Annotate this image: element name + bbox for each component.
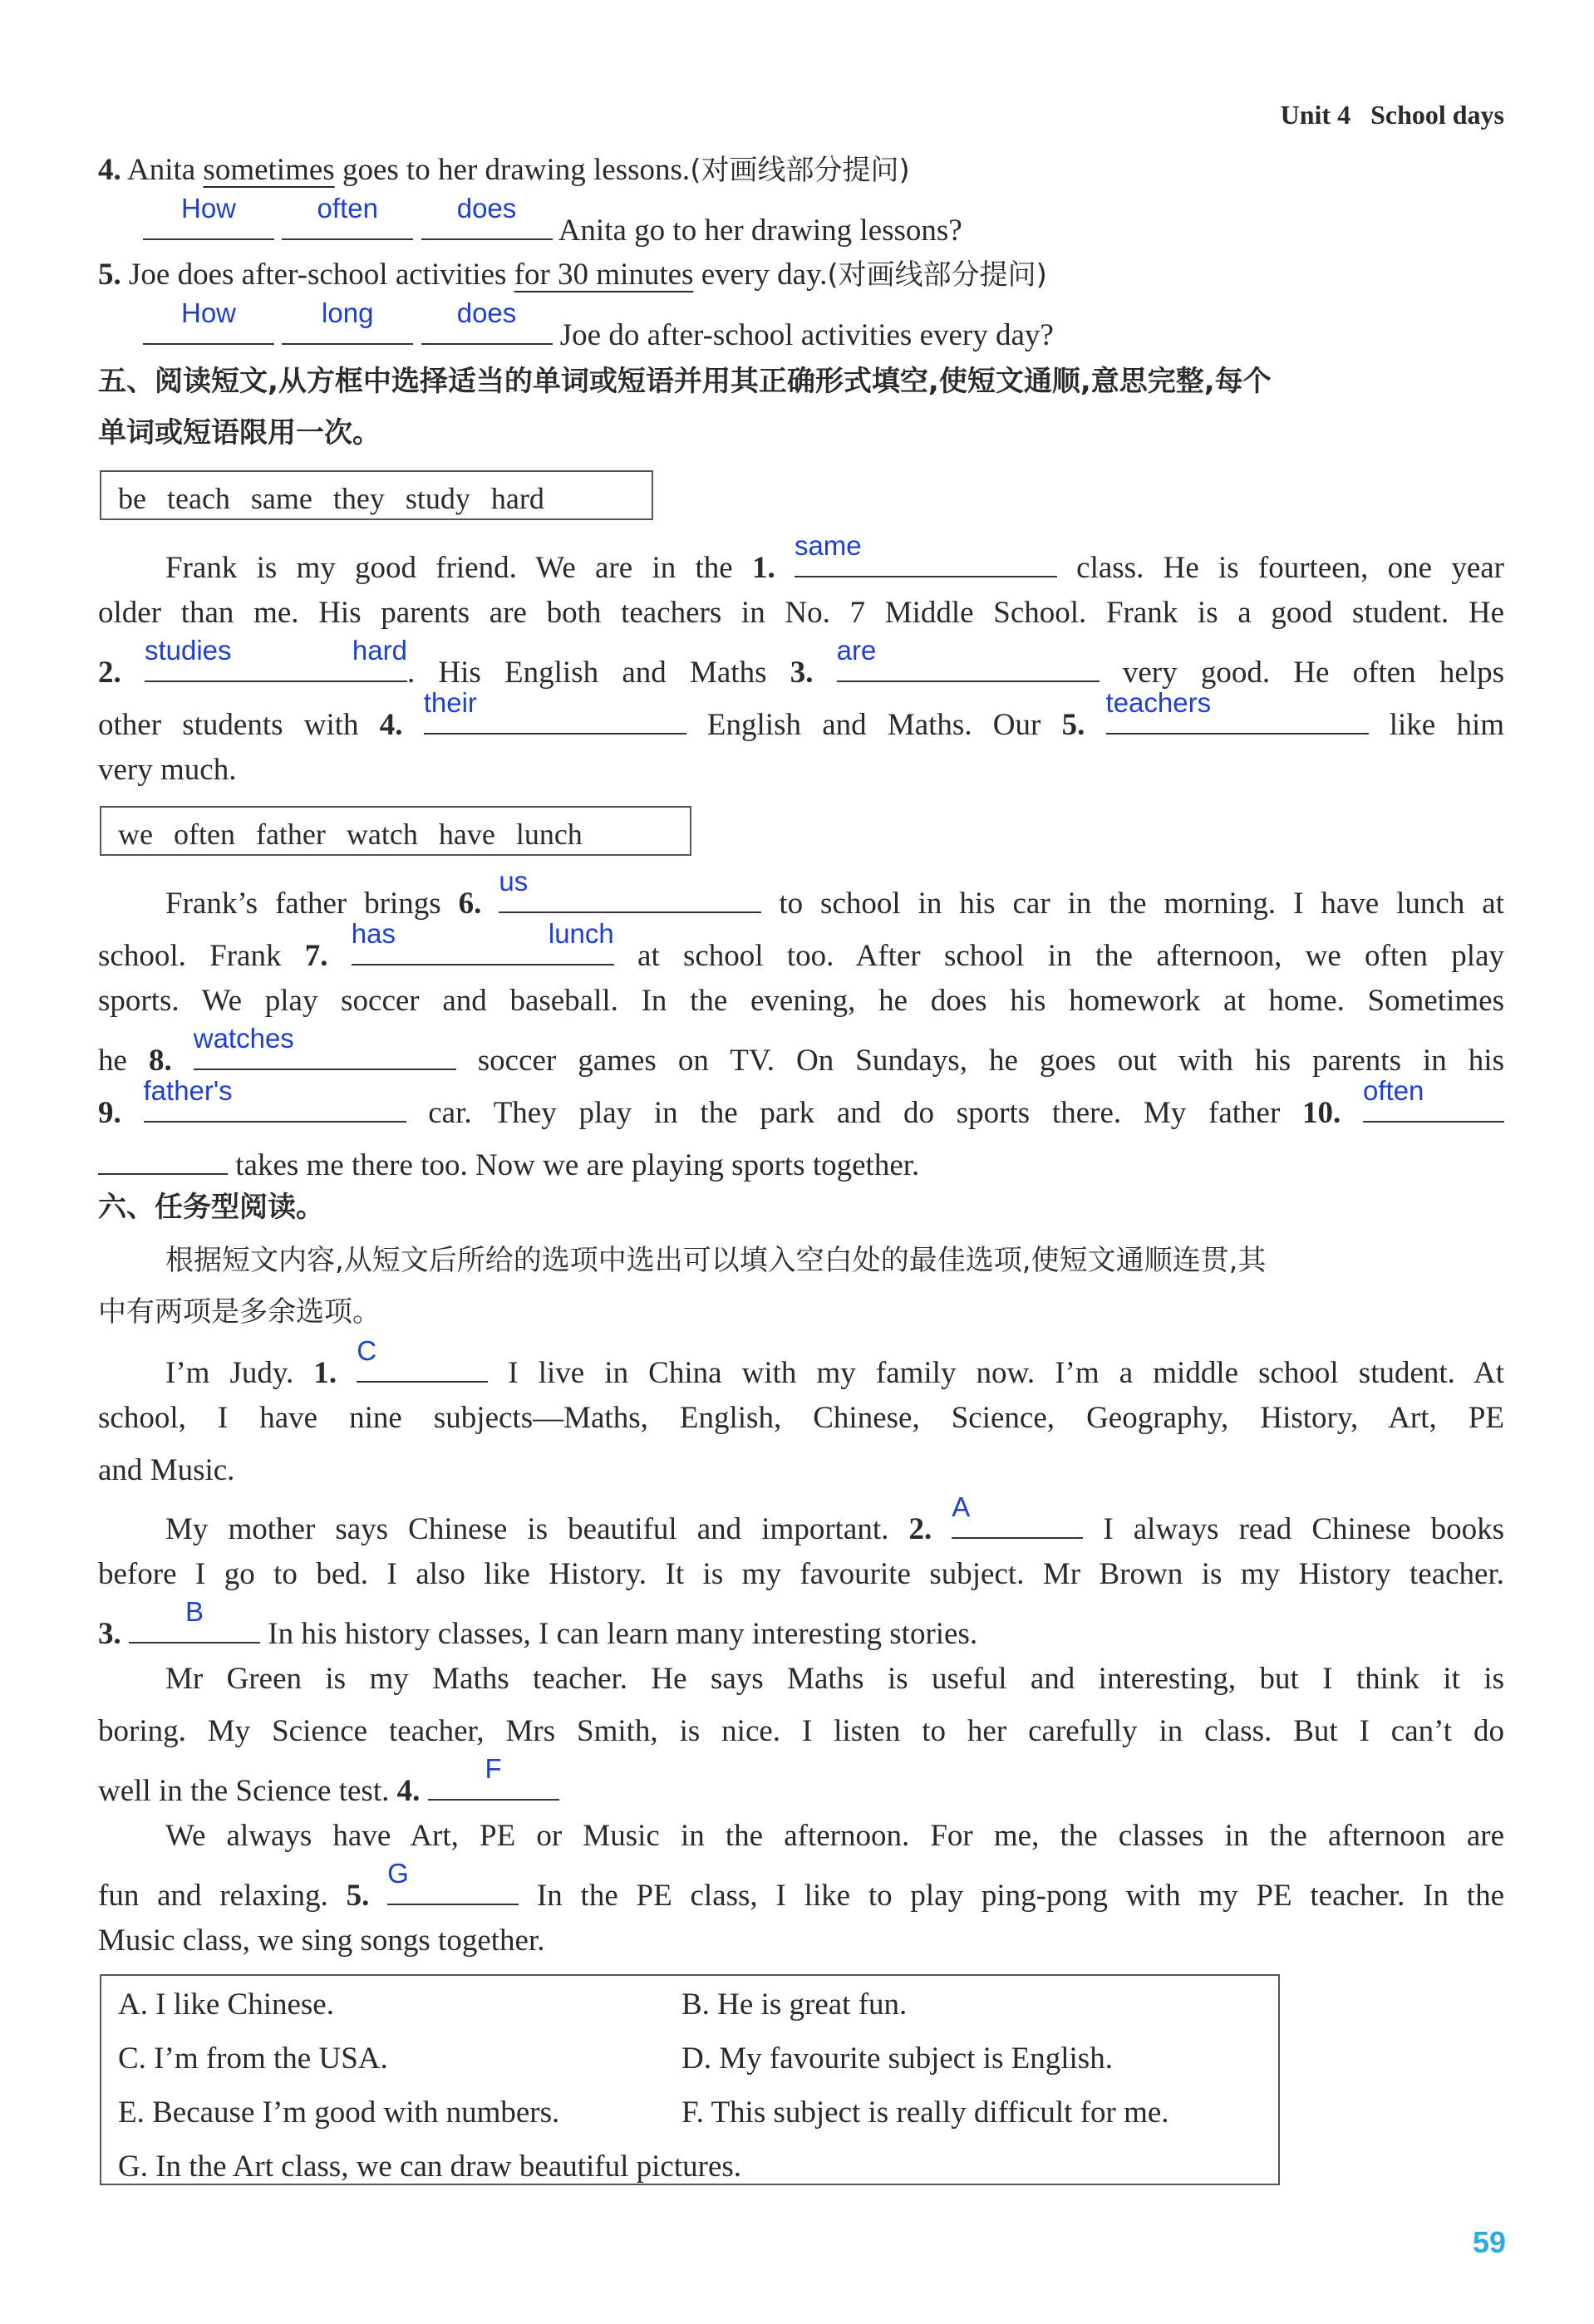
p2-line-2 <box>98 918 1505 973</box>
blank-number: 3. <box>98 1617 121 1651</box>
p5-blank-2[interactable] <box>144 635 407 682</box>
option-e: E. Because I’m good with numbers. <box>118 2096 560 2130</box>
options-box <box>100 1974 1280 2185</box>
q5-text-before: Joe does after-school activities <box>129 258 514 292</box>
option-a: A. I like Chinese. <box>118 1987 334 2022</box>
box1-word: be <box>118 482 146 515</box>
box1-word: study hard <box>405 482 544 515</box>
text: I’m Judy. <box>165 1356 314 1390</box>
q4-blank-2[interactable] <box>282 193 413 240</box>
p6-line-5: before I go to bed. I also like History. It is my favourite subject. Mr Brown is my History teacher. <box>98 1557 1504 1591</box>
blank-number: 2. <box>98 656 121 690</box>
p6-line-7: Mr Green is my Maths teacher. He says Maths is useful and interesting, but I think it is <box>165 1662 1504 1696</box>
blank-number: 9. <box>98 1096 121 1130</box>
p6-answer-3: B <box>184 1596 204 1627</box>
q4-sentence <box>98 155 1504 185</box>
box1-word: teach <box>166 482 230 515</box>
q4-answer-3: does <box>456 193 517 224</box>
p1-line-5: very much. <box>98 753 237 787</box>
p5-answer-7: has lunch <box>351 918 614 949</box>
p2-line-6 <box>98 1142 1504 1181</box>
option-f: F. This subject is really difficult for me. <box>681 2096 1169 2130</box>
p6-line-12: Music class, we sing songs together. <box>98 1924 545 1958</box>
q4-instruction: (对画线部分提问) <box>690 154 910 187</box>
q5-underlined: for 30 minutes <box>514 258 694 292</box>
text: My mother says Chinese is beautiful and important. <box>165 1512 909 1546</box>
p6-blank-4[interactable] <box>428 1753 559 1801</box>
blank-number: 3. <box>790 656 814 690</box>
text: fun and relaxing. <box>98 1879 347 1913</box>
p6-answer-1: C <box>357 1335 377 1366</box>
blank-number: 2. <box>908 1512 932 1546</box>
option-b: B. He is great fun. <box>681 1987 908 2022</box>
q5-number: 5. <box>98 258 121 292</box>
p5-answer-6: us <box>499 866 529 897</box>
q5-answer-line <box>98 297 1504 352</box>
p2-line-5 <box>98 1075 1504 1130</box>
p1-line-1 <box>98 530 1504 585</box>
p5-blank-1[interactable] <box>794 530 1057 577</box>
text: English and Maths. Our <box>686 708 1062 742</box>
p6-answer-2: A <box>952 1491 971 1522</box>
text: well in the Science test. <box>98 1774 397 1808</box>
q4-answer-line <box>98 193 1504 248</box>
text: In his history classes, I can learn many interesting stories. <box>260 1617 978 1651</box>
p5-blank-4[interactable] <box>423 687 686 735</box>
part6-intro-cont: 中有两项是多余选项。 <box>98 1295 381 1329</box>
text: I live in China with my family now. I’m a middle school student. At <box>488 1356 1504 1390</box>
q4-rest: Anita go to her drawing lessons? <box>552 214 962 248</box>
blank-number: 5. <box>346 1879 370 1913</box>
q4-underlined: sometimes <box>203 153 335 187</box>
p5-answer-9: father's <box>143 1075 233 1106</box>
q5-blank-1[interactable] <box>143 297 274 345</box>
q5-instruction: (对画线部分提问) <box>827 258 1047 292</box>
blank-number: 4. <box>396 1774 421 1808</box>
p1-line-4 <box>98 687 1505 742</box>
p6-line-3: and Music. <box>98 1453 235 1487</box>
q4-text-before: Anita <box>126 153 204 187</box>
q5-sentence <box>98 259 1504 290</box>
p6-blank-3[interactable] <box>129 1596 260 1644</box>
p6-line-1 <box>98 1335 1504 1390</box>
p6-line-4 <box>98 1491 1504 1546</box>
text: Frank is my good friend. We are in the <box>165 551 752 585</box>
text: school. Frank <box>98 939 305 973</box>
word-box-1 <box>100 470 653 520</box>
q5-answer-3: does <box>456 297 517 328</box>
p5-answer-8: watches <box>193 1023 294 1054</box>
word-box-2 <box>100 806 691 856</box>
box1-word: same <box>250 482 312 515</box>
text: to school in his car in the morning. I have lunch at <box>761 887 1504 921</box>
p6-answer-5: G <box>387 1858 409 1889</box>
option-g: G. In the Art class, we can draw beautiful pictures. <box>118 2150 742 2184</box>
p1-line-3 <box>98 635 1504 690</box>
q4-blank-1[interactable] <box>143 193 274 240</box>
blank-number: 5. <box>1061 708 1085 742</box>
text: soccer games on TV. On Sundays, he goes out with his parents in his <box>455 1044 1504 1078</box>
q4-text-after: goes to her drawing lessons. <box>334 153 691 187</box>
p5-answer-3: are <box>836 635 877 666</box>
blank-number: 1. <box>313 1356 337 1390</box>
p5-blank-10-cont[interactable] <box>98 1142 228 1175</box>
part5-heading-cont: 单词或短语限用一次。 <box>98 416 381 450</box>
p5-answer-1: same <box>794 530 862 561</box>
part6-intro: 根据短文内容,从短文后所给的选项中选出可以填入空白处的最佳选项,使短文通顺连贯,其 <box>165 1244 1267 1277</box>
p6-line-8: boring. My Science teacher, Mrs Smith, is nice. I listen to her carefully in class. But I can’t do <box>98 1714 1504 1748</box>
q5-answer-1: How <box>180 297 237 328</box>
box2-word: watch <box>346 818 418 851</box>
p6-line-2: school, I have nine subjects—Maths, English, Chinese, Science, Geography, History, Art, PE <box>98 1401 1504 1435</box>
blank-number: 4. <box>379 708 403 742</box>
q5-blank-3[interactable] <box>421 297 553 345</box>
p6-blank-2[interactable] <box>952 1491 1083 1539</box>
option-d: D. My favourite subject is English. <box>681 2041 1113 2076</box>
q4-answer-2: often <box>317 193 378 224</box>
text: . His English and Maths <box>406 656 790 690</box>
box2-word: we <box>118 818 153 851</box>
p6-line-10: We always have Art, PE or Music in the afternoon. For me, the classes in the afternoon are <box>165 1819 1504 1853</box>
box2-word: often <box>173 818 235 851</box>
text: car. They play in the park and do sports there. My father <box>406 1096 1303 1130</box>
unit-label: Unit 4 <box>1280 100 1351 130</box>
p6-line-11 <box>98 1858 1504 1913</box>
q4-number: 4. <box>98 153 121 187</box>
q5-answer-2: long <box>322 297 374 328</box>
text: In the PE class, I like to play ping-pong with my PE teacher. In the <box>519 1879 1504 1913</box>
p1-line-2: older than me. His parents are both teachers in No. 7 Middle School. Frank is a good student. He <box>98 596 1504 630</box>
blank-number: 8. <box>148 1044 172 1078</box>
p5-blank-10[interactable] <box>1363 1075 1504 1123</box>
text: like him <box>1368 708 1505 742</box>
box2-word: father <box>255 818 326 851</box>
box1-word: they <box>332 482 385 515</box>
part6-heading: 六、任务型阅读。 <box>98 1191 324 1224</box>
text: I always read Chinese books <box>1083 1512 1504 1546</box>
p5-blank-8[interactable] <box>193 1023 456 1070</box>
q4-answer-1: How <box>180 193 237 224</box>
p5-answer-4: their <box>423 687 477 718</box>
box2-word: have lunch <box>438 818 583 851</box>
text: other students with <box>98 708 380 742</box>
p5-blank-9[interactable] <box>143 1075 406 1123</box>
text: takes me there too. Now we are playing sports together. <box>228 1148 920 1182</box>
blank-number: 7. <box>304 939 328 973</box>
q5-rest: Joe do after-school activities every day? <box>552 318 1054 352</box>
p5-blank-6[interactable] <box>499 866 761 913</box>
text: at school too. After school in the afternoon, we often play <box>613 939 1505 973</box>
p6-blank-1[interactable] <box>357 1335 488 1383</box>
p5-answer-5: teachers <box>1105 687 1212 718</box>
p6-answer-4: F <box>485 1753 502 1784</box>
p6-line-6 <box>98 1596 1504 1651</box>
option-c: C. I’m from the USA. <box>118 2041 388 2076</box>
p6-line-9 <box>98 1753 1504 1808</box>
p5-answer-2: studies hard <box>144 635 407 666</box>
page-header <box>1281 100 1504 130</box>
q5-blank-2[interactable] <box>282 297 413 345</box>
text: Frank’s father brings <box>165 887 459 921</box>
blank-number: 6. <box>458 887 482 921</box>
p2-line-3: sports. We play soccer and baseball. In the evening, he does his homework at home. Sometimes <box>98 984 1504 1018</box>
p5-blank-3[interactable] <box>836 635 1100 682</box>
unit-title: School days <box>1370 100 1504 130</box>
text: he <box>98 1044 149 1078</box>
p5-answer-10: often <box>1363 1075 1424 1106</box>
text: class. He is fourteen, one year <box>1056 551 1504 585</box>
part5-heading: 五、阅读短文,从方框中选择适当的单词或短语并用其正确形式填空,使短文通顺,意思完整,每个 <box>98 365 1272 398</box>
p5-blank-5[interactable] <box>1105 687 1369 735</box>
page-number: 59 <box>1472 2225 1506 2259</box>
p2-line-4 <box>98 1023 1504 1078</box>
q5-text-after: every day. <box>693 258 828 292</box>
blank-number: 10. <box>1302 1096 1341 1130</box>
p6-blank-5[interactable] <box>387 1858 519 1905</box>
p2-line-1 <box>98 866 1504 921</box>
p5-blank-7[interactable] <box>351 918 614 965</box>
text: very good. He often helps <box>1099 656 1504 690</box>
q4-blank-3[interactable] <box>421 193 553 240</box>
blank-number: 1. <box>751 551 775 585</box>
